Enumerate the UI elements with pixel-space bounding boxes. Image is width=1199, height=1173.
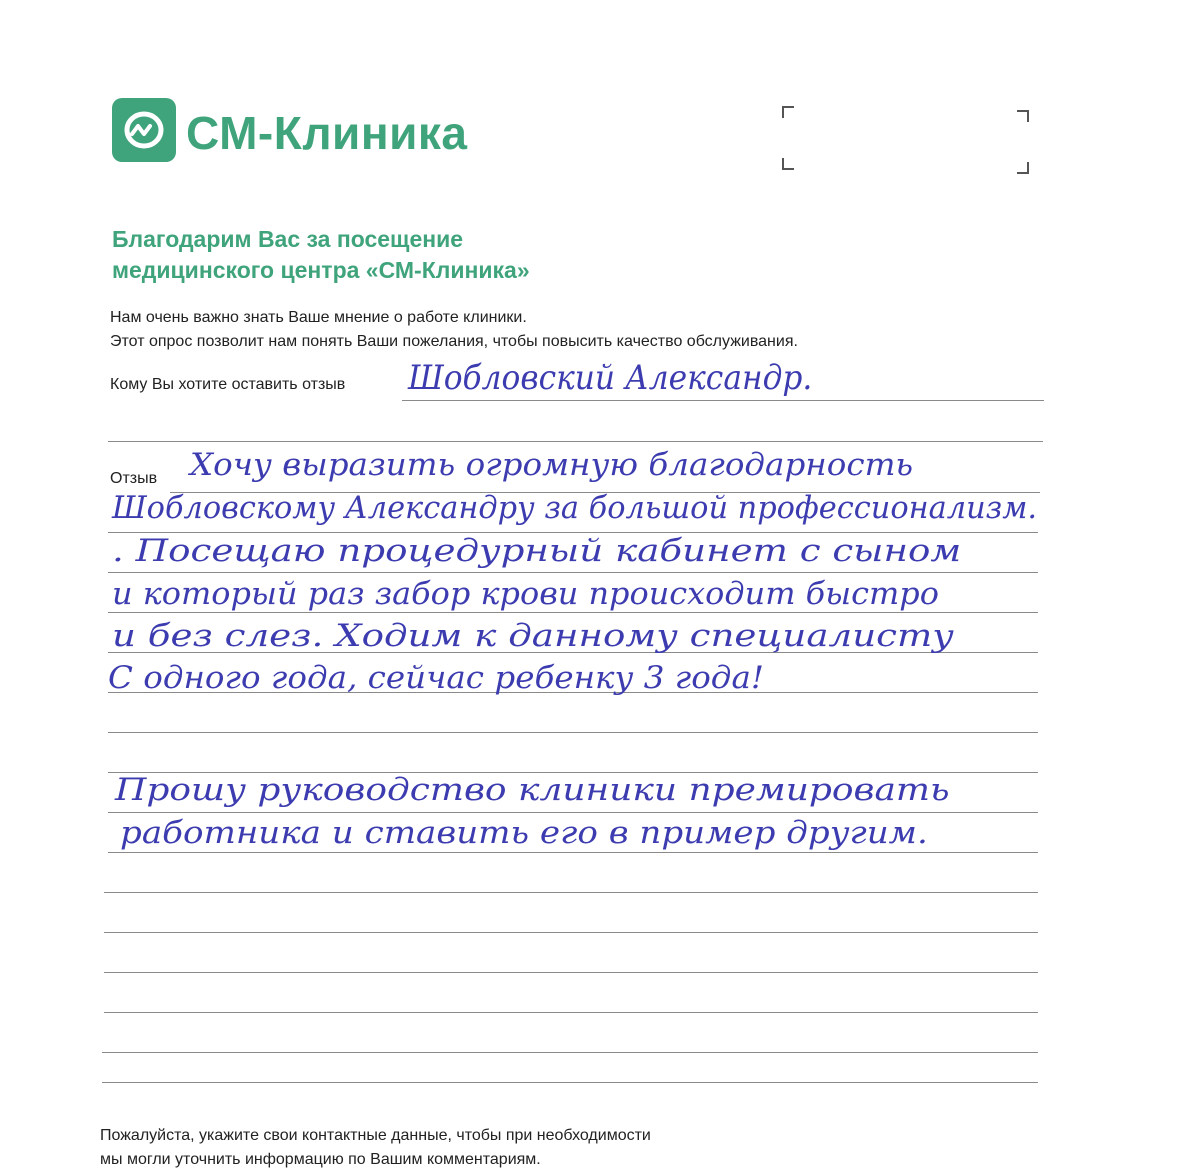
rule-line — [104, 932, 1038, 933]
rule-line — [104, 892, 1038, 893]
review-handwritten-line[interactable]: Шобловскому Александру за большой профессионализм. — [112, 490, 1038, 526]
rule-line — [104, 1012, 1038, 1013]
thank-you-line-2: медицинского центра «СМ-Клиника» — [112, 257, 530, 283]
stamp-frame-corner — [782, 158, 794, 170]
intro-text — [110, 306, 798, 354]
rule-line — [108, 441, 1043, 442]
review-handwritten-line[interactable]: . Посещаю процедурный кабинет с сыном — [112, 533, 962, 569]
contact-request-text — [100, 1124, 651, 1172]
review-handwritten-line[interactable]: С одного года, сейчас ребенку 3 года! — [108, 660, 764, 696]
recipient-label: Кому Вы хотите оставить отзыв — [110, 376, 346, 393]
thank-you-heading — [112, 224, 530, 286]
stamp-frame-corner — [1017, 162, 1029, 174]
contact-request-line-2: мы могли уточнить информацию по Вашим комментариям. — [100, 1151, 541, 1168]
review-handwritten-line[interactable]: Хочу выразить огромную благодарность — [190, 447, 914, 483]
review-handwritten-line[interactable]: и который раз забор крови происходит быстро — [112, 576, 939, 612]
intro-line-1: Нам очень важно знать Ваше мнение о работе клиники. — [110, 309, 527, 326]
review-handwritten-line[interactable]: и без слез. Ходим к данному специалисту — [112, 618, 954, 654]
recipient-rule — [402, 400, 1044, 401]
review-handwritten-line[interactable]: Прошу руководство клиники премировать — [115, 772, 950, 808]
cm-clinic-logo-icon — [112, 98, 176, 162]
review-handwritten-line[interactable]: работника и ставить его в пример другим. — [120, 815, 928, 851]
stamp-frame-corner — [782, 106, 794, 118]
stamp-frame-corner — [1017, 110, 1029, 122]
intro-line-2: Этот опрос позволит нам понять Ваши пожелания, чтобы повысить качество обслуживания. — [110, 333, 798, 350]
recipient-handwritten-value[interactable]: Шобловский Александр. — [408, 358, 813, 398]
brand-name: СМ-Клиника — [186, 107, 468, 159]
rule-line — [108, 852, 1038, 853]
rule-line — [108, 572, 1038, 573]
review-label: Отзыв — [110, 470, 158, 487]
rule-line — [108, 612, 1038, 613]
rule-line — [102, 1052, 1038, 1053]
rule-line — [108, 732, 1038, 733]
contact-request-line-1: Пожалуйста, укажите свои контактные данные, чтобы при необходимости — [100, 1127, 651, 1144]
rule-line — [108, 812, 1038, 813]
rule-line — [102, 1082, 1038, 1083]
thank-you-line-1: Благодарим Вас за посещение — [112, 226, 464, 252]
rule-line — [104, 972, 1038, 973]
